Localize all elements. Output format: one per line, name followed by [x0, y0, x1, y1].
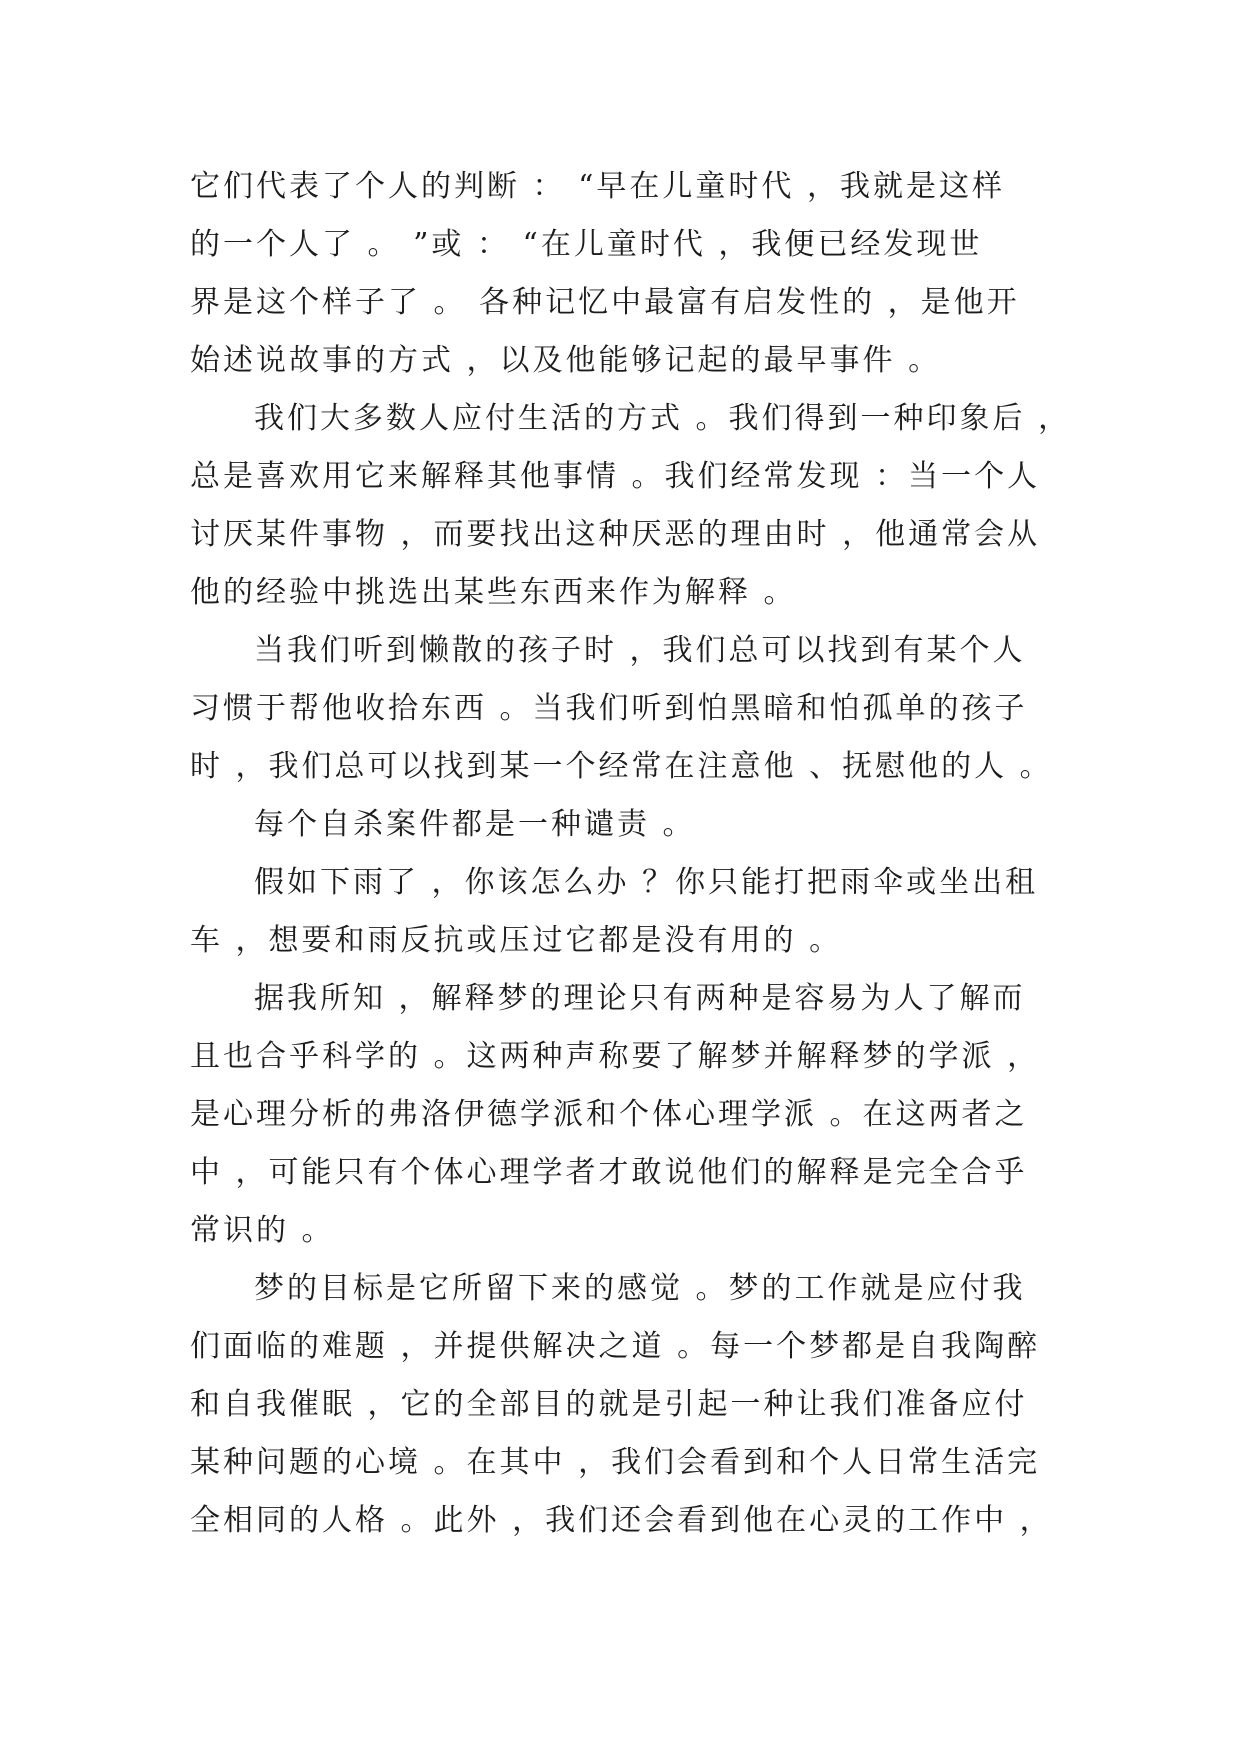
- paragraph-first-line: 每个自杀案件都是一种谴责 。: [254, 807, 696, 842]
- paragraph-first-line: 假如下雨了 ，你该怎么办 ？你只能打把雨伞或坐出租: [254, 865, 1039, 900]
- text-line: 中 ，可能只有个体心理学者才敢说他们的解释是完全合乎: [190, 1155, 1028, 1190]
- text-line: 习惯于帮他收拾东西 。当我们听到怕黑暗和怕孤单的孩子: [190, 691, 1028, 726]
- text-line: 讨厌某件事物 ，而要找出这种厌恶的理由时 ，他通常会从: [190, 517, 1041, 552]
- text-line: 他的经验中挑选出某些东西来作为解释 。: [190, 575, 797, 610]
- text-line: 始述说故事的方式 ，以及他能够记起的最早事件 。: [190, 343, 942, 378]
- text-line: 是心理分析的弗洛伊德学派和个体心理学派 。在这两者之: [190, 1097, 1028, 1132]
- document-body: [190, 158, 1070, 1550]
- text-line: 总是喜欢用它来解释其他事情 。我们经常发现 ：当一个人: [190, 459, 1041, 494]
- text-line: 们面临的难题 ，并提供解决之道 。每一个梦都是自我陶醉: [190, 1329, 1041, 1364]
- text-line: 它们代表了个人的判断 ： “早在儿童时代 ，我就是这样: [190, 169, 1005, 204]
- text-line: 和自我催眠 ，它的全部目的就是引起一种让我们准备应付: [190, 1387, 1028, 1422]
- text-line: 的一个人了 。 ”或 ： “在儿童时代 ，我便已经发现世: [190, 227, 983, 262]
- text-line: 某种问题的心境 。在其中 ，我们会看到和个人日常生活完: [190, 1445, 1041, 1480]
- text-line: 时 ，我们总可以找到某一个经常在注意他 、抚慰他的人 。: [190, 749, 1053, 784]
- paragraph-first-line: 当我们听到懒散的孩子时 ，我们总可以找到有某个人: [254, 633, 1026, 668]
- text-line: 车 ，想要和雨反抗或压过它都是没有用的 。: [190, 923, 843, 958]
- paragraph-first-line: 梦的目标是它所留下来的感觉 。梦的工作就是应付我: [254, 1271, 1026, 1306]
- paragraph-first-line: 我们大多数人应付生活的方式 。我们得到一种印象后 ，: [254, 401, 1072, 436]
- text-line: 界是这个样子了 。 各种记忆中最富有启发性的 ，是他开: [190, 285, 1020, 320]
- text-line: 常识的 。: [190, 1213, 335, 1248]
- text-line: 且也合乎科学的 。这两种声称要了解梦并解释梦的学派 ，: [190, 1039, 1041, 1074]
- paragraph-first-line: 据我所知 ，解释梦的理论只有两种是容易为人了解而: [254, 981, 1026, 1016]
- text-line: 全相同的人格 。此外 ，我们还会看到他在心灵的工作中 ，: [190, 1503, 1053, 1538]
